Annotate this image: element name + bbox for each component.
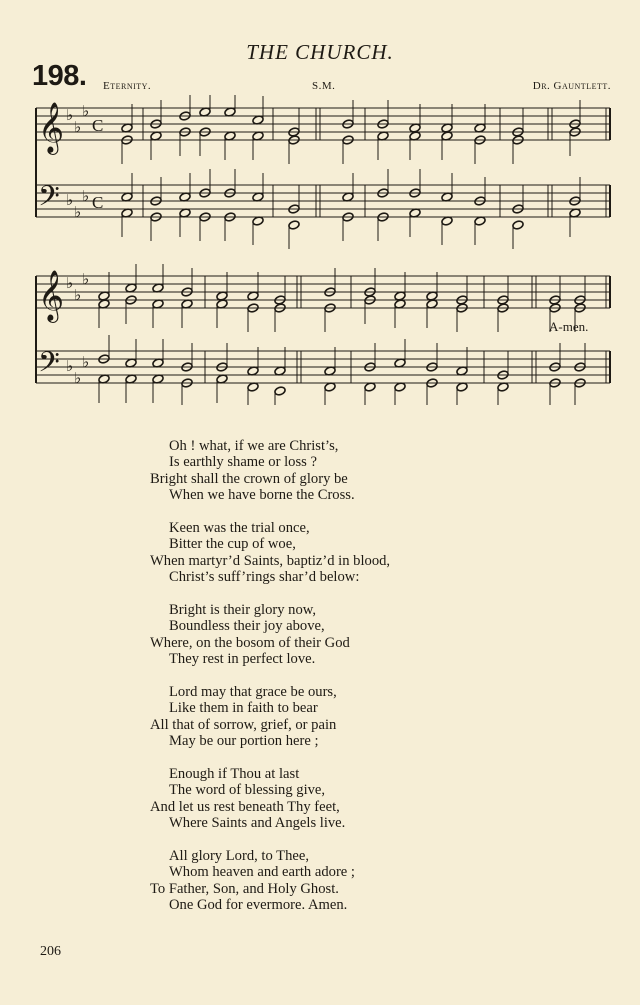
tune-name: Eternity. [103,80,152,92]
composer: Dr. Gauntlett. [532,80,611,92]
verse-line: When martyr’d Saints, baptiz’d in blood, [150,552,391,569]
svg-text:♭: ♭ [82,353,90,371]
verse-5 [150,766,470,832]
verse-line: Whom heaven and earth adore ; [169,864,355,881]
note-head [288,220,300,230]
svg-text:♭: ♭ [74,286,82,304]
verse-line: And let us rest beneath Thy feet, [150,798,340,815]
verse-line: May be our portion here ; [169,733,319,750]
verse-line: When we have borne the Cross. [169,487,355,504]
svg-text:♭: ♭ [74,118,82,136]
svg-text:♭: ♭ [74,369,82,387]
system-2 [36,264,610,405]
running-title: THE CHURCH. [246,40,394,64]
svg-text:♭: ♭ [66,106,74,124]
page-number: 206 [40,944,61,959]
verse-6 [150,848,470,914]
key-signature-treble-1 [66,102,89,136]
svg-text:♭: ♭ [66,357,74,375]
verse-line: Bright is their glory now, [169,602,317,619]
verse-line: Bitter the cup of woe, [169,536,296,553]
verse-line: One God for evermore. Amen. [169,897,348,914]
verse-line: Christ’s suff’rings shar’d below: [169,569,360,586]
note-head [512,220,524,230]
bass-clef-icon: 𝄢 [38,346,60,386]
svg-text:♭: ♭ [74,203,82,221]
key-signature-bass-2 [66,353,89,387]
verse-line: Boundless their joy above, [169,618,325,635]
treble-clef-icon: 𝄞 [38,270,65,321]
notes-system-2 [98,264,589,405]
svg-text:♭: ♭ [66,274,74,292]
verse-line: To Father, Son, and Holy Ghost. [150,880,339,897]
verse-3 [150,602,470,668]
verse-line: They rest in perfect love. [169,651,316,668]
bass-clef-icon: 𝄢 [38,180,60,220]
meter: S.M. [312,80,336,92]
hymn-number: 198. [32,60,87,92]
key-signature-treble-2 [66,270,89,304]
verse-line: Where, on the bosom of their God [150,634,350,651]
svg-text:♭: ♭ [82,270,90,288]
verse-line: Like them in faith to bear [169,700,318,717]
svg-text:♭: ♭ [66,191,74,209]
music-score [0,95,640,405]
hymn-verses [150,438,470,930]
bass-staff-2 [36,351,610,383]
system-1 [36,95,610,249]
treble-staff-2 [36,276,610,308]
note-head [274,386,286,396]
svg-text:♭: ♭ [82,102,90,120]
treble-staff-1 [36,108,610,140]
verse-line: Keen was the trial once, [169,520,310,537]
verse-line: Bright shall the crown of glory be [150,470,348,487]
common-time-icon: C [92,193,104,212]
verse-line: The word of blessing give, [169,782,326,799]
verse-line: Is earthly shame or loss ? [169,454,317,471]
verse-1 [150,438,470,504]
key-signature-bass-1 [66,187,89,221]
amen-label: A-men. [549,319,589,334]
verse-line: All glory Lord, to Thee, [169,848,309,865]
verse-line: Lord may that grace be ours, [169,684,337,701]
verse-4 [150,684,470,750]
treble-clef-icon: 𝄞 [38,102,65,153]
common-time-icon: C [92,116,104,135]
svg-text:♭: ♭ [82,187,90,205]
notes-system-1 [121,95,581,249]
verse-line: Enough if Thou at last [169,766,300,783]
verse-2 [150,520,470,586]
verse-line: Oh ! what, if we are Christ’s, [169,438,339,454]
verse-line: All that of sorrow, grief, or pain [150,716,337,733]
verse-line: Where Saints and Angels live. [169,815,346,832]
